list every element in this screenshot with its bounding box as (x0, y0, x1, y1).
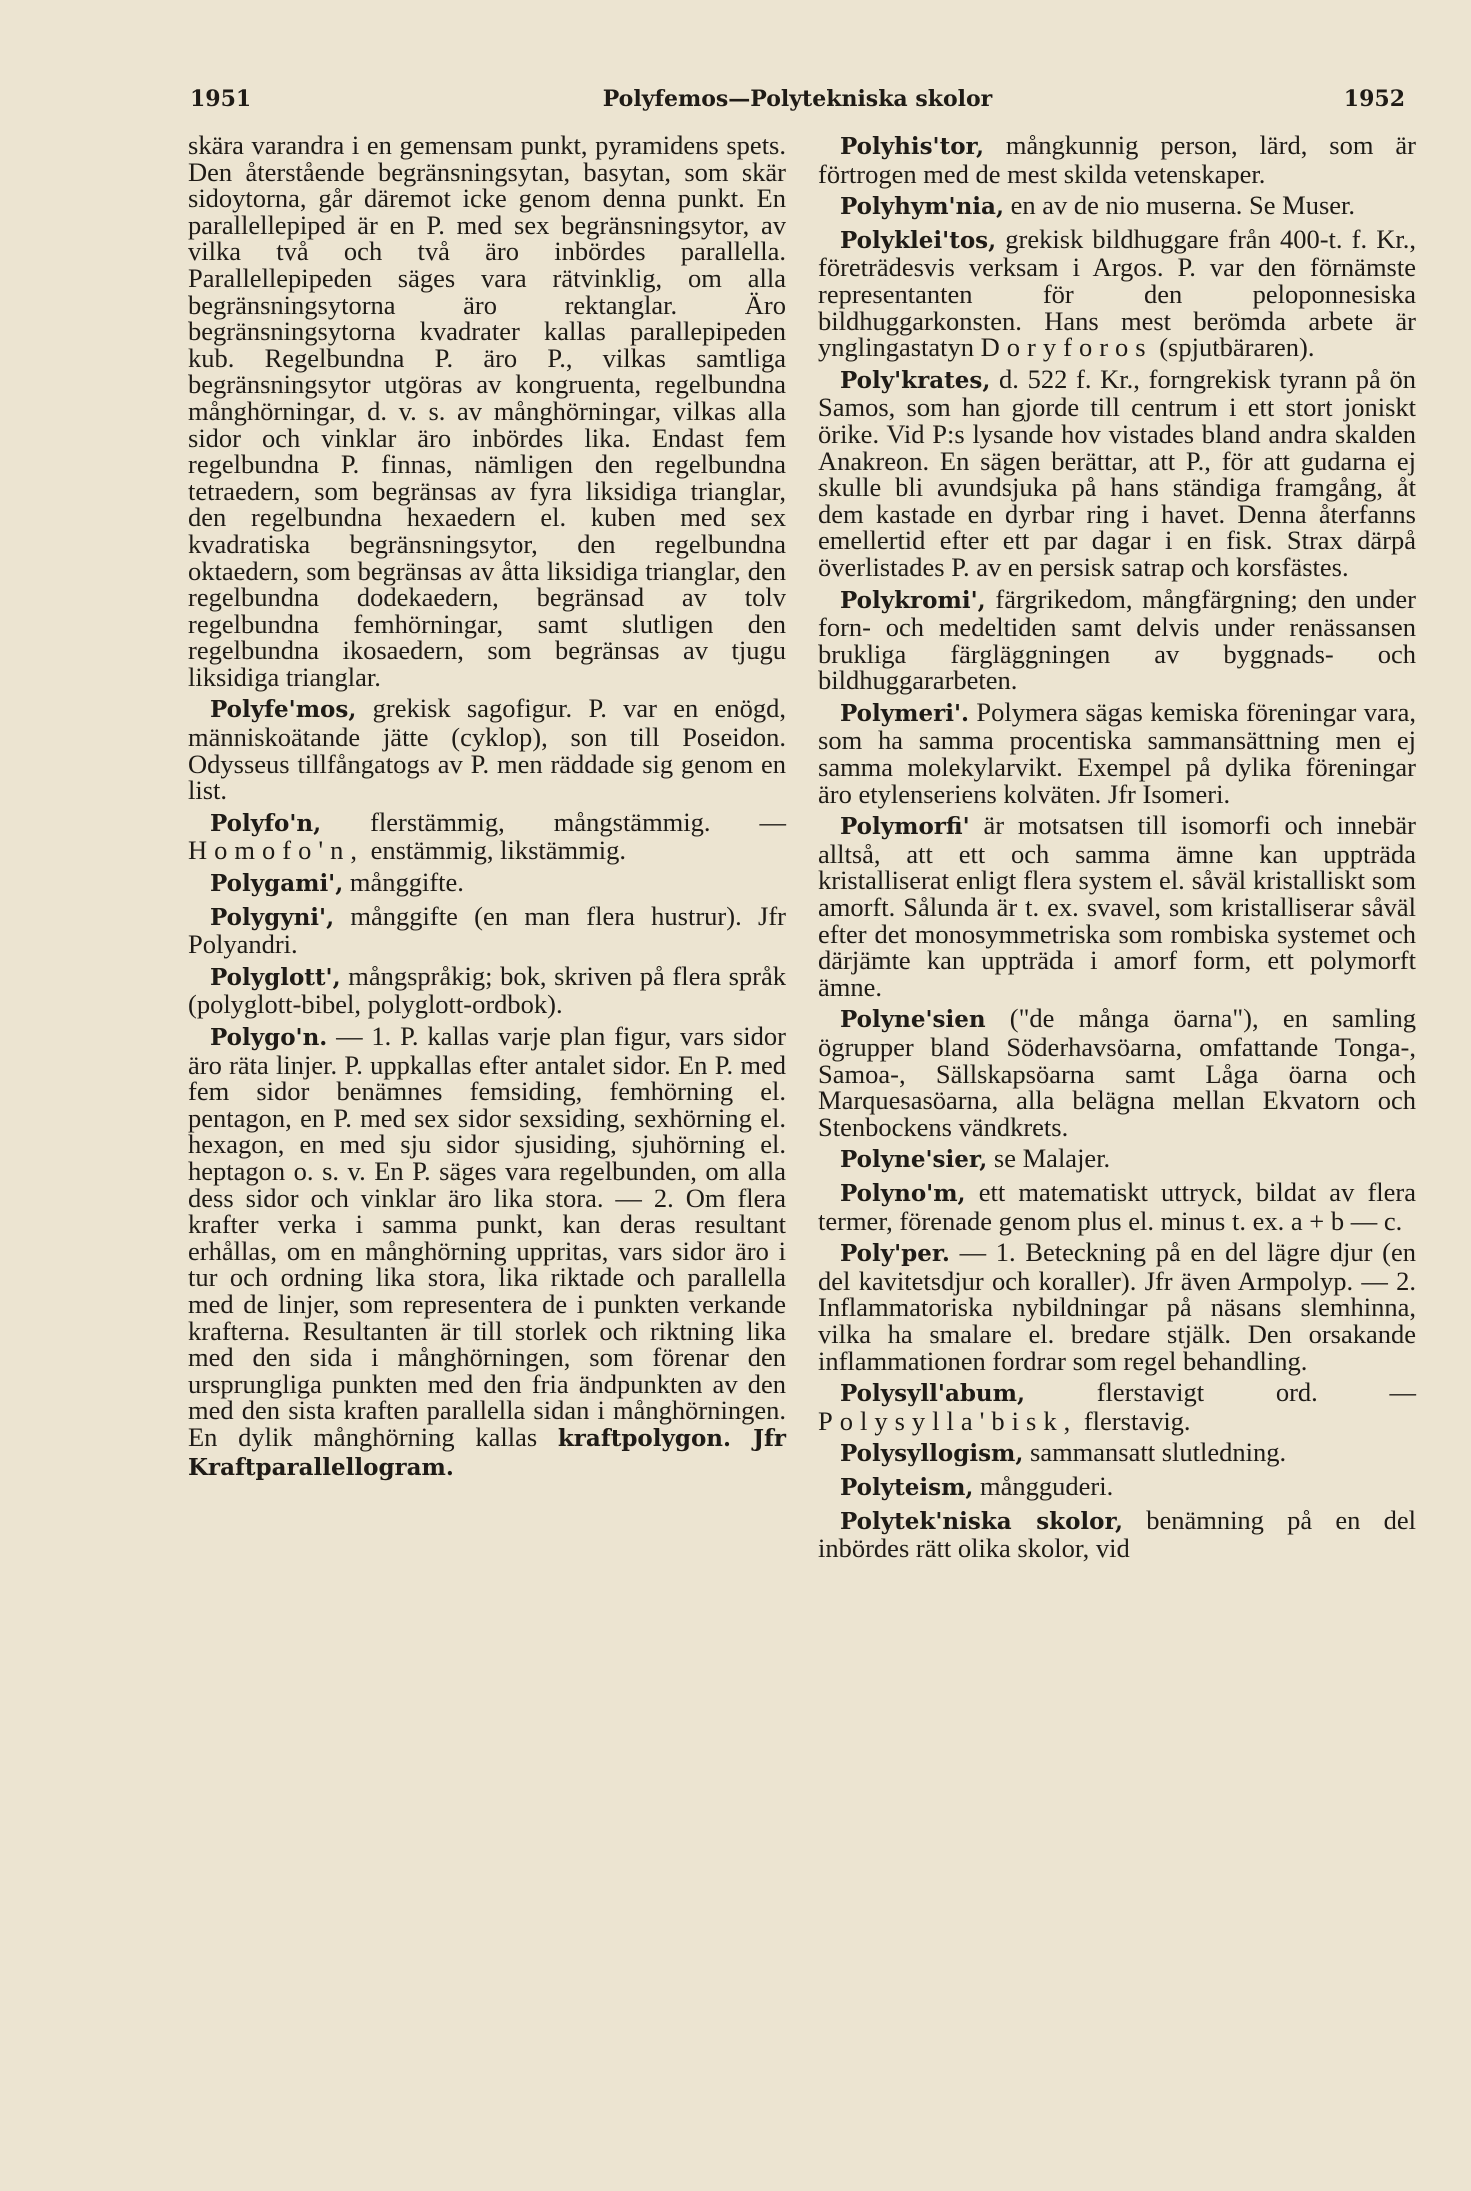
definition: flerstämmig, mångstämmig. — (321, 806, 786, 837)
entry-polygon (188, 1023, 786, 1481)
definition: mångspråkig; bok, skriven på flera språk (polyglott-bibel, polyglott-ordbok). (188, 960, 786, 1020)
definition: sammansatt slutledning. (1023, 1437, 1287, 1468)
entry-polyper (818, 1239, 1416, 1374)
entry-polytekniska-skolor (818, 1504, 1416, 1564)
definition: enstämmig, likstämmig. (363, 835, 627, 866)
headword: Polysyllogism, (840, 1440, 1024, 1468)
spaced-term: Homofo'n, (188, 835, 364, 866)
spaced-term: Doryforos (980, 332, 1153, 363)
entry-polykrates (818, 363, 1416, 582)
right-column (818, 132, 1416, 1567)
definition: — 1. P. kallas varje plan figur, vars sidor äro räta linjer. P. uppkallas efter antalet sidor. En P. med fem sidor benämnes femsiding, femhörning el. pentagon, en P. med sex sidor sexsiding, sexhörning el. hexagon, en med sju sidor sjusiding, sjuhörning el. heptagon o. s. v. En P. säges vara regelbunden, om alla dess sidor och vinklar äro lika stora. — 2. Om flera krafter verka i samma punkt, kan deras resultant erhållas, om en månghörning uppritas, vars sidor äro i tur och ordning lika stora, lika riktade och parallella med de linjer, som representera de i punkten verkande krafterna. Resultanten är till storlek och riktning lika med den sida i månghörningen, som förenar den ursprungliga punkten med den fria ändpunkten av den med den sista kraften parallella sidan i månghörningen. En dylik månghörning kallas (188, 1021, 786, 1452)
definition: ("de många öarna"), en samling ögrupper bland Söderhavsöarna, omfattande Tonga-, Samoa-, Sällskapsöarna samt Låga öarna och Marquesasöarna, alla belägna mellan Ekvatorn och Stenbockens vändkrets. (818, 1003, 1416, 1142)
headword: Polyklei'tos, (840, 226, 997, 254)
headword: Polymeri'. (840, 699, 969, 727)
entry-polykromi (818, 583, 1416, 696)
definition: mångguderi. (973, 1470, 1114, 1501)
definition: benämning på en del inbördes rätt olika skolor, vid (818, 1504, 1416, 1564)
entry-polynesien (818, 1005, 1416, 1140)
left-column (188, 132, 786, 1486)
entry-polymeri (818, 696, 1416, 809)
headword: Polykromi', (840, 586, 986, 614)
headword: Polytek'niska skolor, (840, 1507, 1123, 1535)
entry-polymorfi (818, 812, 1416, 1000)
entry-polykleitos (818, 223, 1416, 363)
entry-polygyni (188, 900, 786, 960)
entry-polyteism (818, 1470, 1416, 1502)
definition: månggifte. (343, 867, 464, 898)
page-number-left: 1951 (190, 86, 252, 112)
headword: Poly'per. (840, 1240, 950, 1268)
definition: grekisk sagofigur. P. var en enögd, människoätande jätte (cyklop), son till Poseidon. Odysseus tillfångatogs av P. men räddade sig genom en list. (188, 693, 786, 806)
entry-polynom (818, 1176, 1416, 1236)
entry-polysyllogism (818, 1439, 1416, 1468)
definition: mångkunnig person, lärd, som är förtrogen med de mest skilda vetenskaper. (818, 130, 1416, 189)
headword: Polygyni', (210, 903, 335, 931)
entry-polyhistor (818, 132, 1416, 187)
definition: är motsatsen till isomorfi och innebär alltså, att ett och samma ämne kan uppträda kristalliserat enligt flera system el. såväl kristalliskt som amorft. Sålunda är t. ex. svavel, som kristalliserar såväl efter det monosymmetriska som rombiska systemet och därjämte kan uppträda i amorf form, ett polymorft ämne. (818, 810, 1416, 1002)
running-title: Polyfemos—Polytekniska skolor (602, 86, 993, 112)
definition: Polymera sägas kemiska föreningar vara, som ha samma procentiska sammansättning men ej samma molekylarvikt. Exempel på dylika föreningar äro etylenseriens kolväten. Jfr Isomeri. (818, 696, 1416, 809)
headword: Polyfe'mos, (210, 696, 357, 724)
cross-reference: kraftpolygon. Jfr Kraftparallellogram. (188, 1424, 786, 1481)
definition: d. 522 f. Kr., forngrekisk tyrann på ön Samos, som han gjorde till centrum i ett stort joniskt örike. Vid P:s lysande hov vistades bland andra skalden Anakreon. En sägen berättar, att P., för att gudarna ej skulle bli avundsjuka på hans ständiga framgång, åt dem kastade en dyrbar ring i havet. Denna återfanns emellertid efter ett par dagar i en fisk. Strax därpå överlistades P. av en persisk satrap och korsfästes. (818, 363, 1416, 582)
headword: Polymorfi' (840, 813, 970, 841)
entry-polysyllabum (818, 1379, 1416, 1434)
headword: Polysyll'abum, (840, 1380, 1025, 1408)
definition: färgrikedom, mångfärgning; den under forn- och medeltiden samt delvis under renässansen brukliga färgläggningen av byggnads- och bildhuggararbeten. (818, 583, 1416, 696)
continued-paragraph: skära varandra i en gemensam punkt, pyramidens spets. Den återstående begränsningsytan, basytan, som skär sidoytorna, går däremot icke genom denna punkt. En parallellepiped är en P. med sex begränsningsytor, av vilka två och två äro inbördes parallella. Parallellepipeden säges vara rätvinklig, om alla begränsningsytorna äro rektanglar. Äro begränsningsytorna kvadrater kallas parallepipeden kub. Regelbundna P. äro P., vilkas samtliga begränsningsytor utgöras av kongruenta, regelbundna månghörningar, d. v. s. av månghörningar, vilkas alla sidor och vinklar äro inbördes lika. Endast fem regelbundna P. finnas, nämligen den regelbundna tetraedern, som begränsas av fyra liksidiga trianglar, den regelbundna hexaedern el. kuben med sex kvadratiska begränsningsytor, den regelbundna oktaedern, som begränsas av åtta liksidiga trianglar, den regelbundna dodekaedern, begränsad av tolv regelbundna femhörningar, samt slutligen den regelbundna ikosaedern, som begränsas av tjugu liksidiga trianglar. (188, 130, 786, 692)
headword: Polyglott', (210, 963, 341, 991)
headword: Polyno'm, (840, 1179, 966, 1207)
definition: flerstavig. (1077, 1405, 1191, 1436)
definition: ett matematiskt uttryck, bildat av flera termer, förenade genom plus el. minus t. ex. a + b — c. (818, 1176, 1416, 1236)
headword: Polyne'sier, (840, 1146, 988, 1174)
entry-polygami (188, 869, 786, 898)
entry-polyfon (188, 806, 786, 866)
headword: Poly'krates, (840, 366, 991, 394)
definition: en av de nio muserna. Se Muser. (1003, 190, 1356, 221)
entry-polyfemos (188, 693, 786, 806)
headword: Polyteism, (840, 1473, 974, 1501)
definition: grekisk bildhuggare från 400-t. f. Kr., företrädesvis verksam i Argos. P. var den förnämste representanten för den peloponnesiska bildhuggarkonsten. Hans mest berömda arbete är ynglingastatyn (818, 223, 1416, 363)
headword: Polygami', (210, 870, 344, 898)
page-number-right: 1952 (1343, 86, 1405, 112)
definition: flerstavigt ord. — (1025, 1377, 1416, 1408)
definition: — 1. Beteckning på en del lägre djur (en del kavitetsdjur och koraller). Jfr även Armpolyp. — 2. Inflammatoriska nybildningar på näsans slemhinna, vilka ha smalare el. bredare stjälk. Den orsakande inflammationen fordrar som regel behandling. (818, 1237, 1416, 1376)
definition: (spjutbäraren). (1152, 332, 1315, 363)
definition: månggifte (en man flera hustrur). Jfr Polyandri. (188, 900, 786, 960)
headword: Polygo'n. (210, 1024, 328, 1051)
page-header (190, 86, 1405, 126)
entry-polyhymnia (818, 192, 1416, 221)
headword: Polyhym'nia, (840, 193, 1004, 221)
headword: Polyfo'n, (210, 809, 322, 837)
entry-polyglott (188, 960, 786, 1020)
spaced-term: Polysylla'bisk, (818, 1405, 1078, 1436)
headword: Polyhis'tor, (840, 133, 984, 160)
definition: se Malajer. (987, 1143, 1111, 1174)
entry-polynesier (818, 1145, 1416, 1174)
headword: Polyne'sien (840, 1006, 986, 1034)
